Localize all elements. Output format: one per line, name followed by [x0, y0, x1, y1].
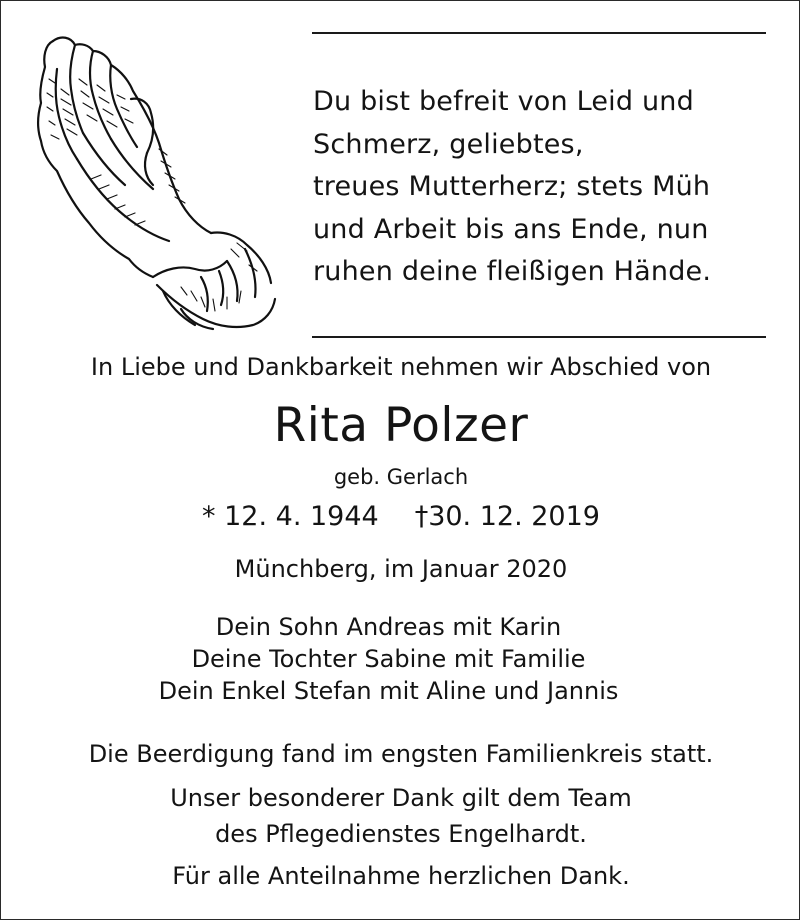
poem-line: ruhen deine fleißigen Hände.: [313, 256, 712, 287]
life-dates: [1, 498, 800, 536]
poem-line: Du bist befreit von Leid und: [313, 86, 694, 117]
birth-date: * 12. 4. 1944: [202, 501, 379, 532]
mourner-line: Dein Enkel Stefan mit Aline und Jannis: [158, 677, 619, 705]
place-date: Münchberg, im Januar 2020: [234, 555, 568, 583]
deceased-name: Rita Polzer: [273, 398, 529, 453]
top-rule: [312, 32, 766, 34]
poem-line: treues Mutterherz; stets Müh: [313, 171, 711, 202]
bottom-rule: [312, 336, 766, 338]
funeral-note: Die Beerdigung fand im engsten Familienkreis statt.: [88, 740, 714, 768]
thanks-note: des Pflegedienstes Engelhardt.: [215, 820, 587, 848]
maiden-name: geb. Gerlach: [333, 465, 469, 489]
closing-notes: [1, 736, 800, 894]
memorial-poem: [313, 81, 783, 294]
mourner-line: Deine Tochter Sabine mit Familie: [191, 645, 586, 673]
poem-line: Schmerz, geliebtes,: [313, 128, 584, 160]
death-date: †30. 12. 2019: [414, 501, 600, 532]
mourner-line: Dein Sohn Andreas mit Karin: [215, 613, 562, 641]
poem-line: und Arbeit bis ans Ende, nun: [313, 213, 709, 245]
mourners-list: [1, 611, 776, 707]
intro-text: In Liebe und Dankbarkeit nehmen wir Abschied von: [90, 353, 712, 381]
thanks-note: Unser besonderer Dank gilt dem Team: [170, 784, 632, 812]
praying-hands-icon: [31, 29, 281, 339]
final-thanks: Für alle Anteilnahme herzlichen Dank.: [172, 862, 630, 890]
